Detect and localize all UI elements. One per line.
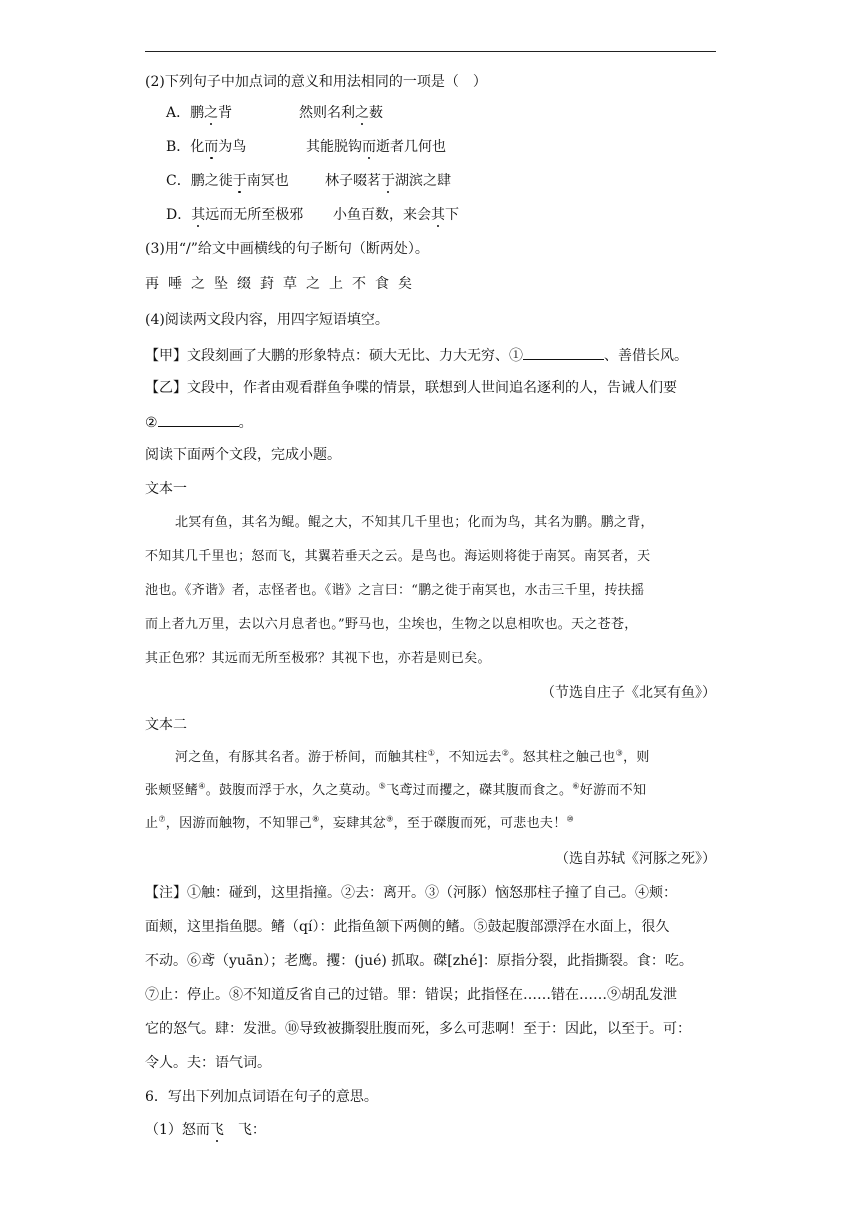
- q4-yi-line: 【乙】文段中，作者由观看群鱼争喋的情景，联想到人世间追名逐利的人，告诫人们要: [145, 380, 677, 396]
- text2-line: 张颊竖鳍④。鼓腹而浮于水，久之莫动。⑤飞鸢过而攫之，磔其腹而食之。⑥好游而不知: [145, 781, 647, 798]
- text1-source: （节选自庄子《北冥有鱼》）: [541, 685, 716, 701]
- text2-title: 文本二: [145, 717, 187, 733]
- q4-jia-line: 【甲】文段刻画了大鹏的形象特点：硕大无比、力大无穷、① 、善借长风。: [145, 345, 688, 365]
- text2-source: （选自苏轼《河豚之死》）: [555, 851, 716, 867]
- text1-line: 北冥有鱼，其名为鲲。鲲之大，不知其几千里也；化而为鸟，其名为鹏。鹏之背，: [175, 515, 654, 530]
- q2-option-a: A．鹏之背: [166, 105, 233, 121]
- q2-option-b-right: 其能脱钩而逝者几何也: [306, 139, 446, 155]
- q2-option-c: C．鹏之徙于南冥也: [166, 173, 289, 189]
- note-line: ⑦止：停止。⑧不知道反省自己的过错。罪：错误；此指怪在……错在……⑨胡乱发泄: [145, 987, 677, 1003]
- q3-stem: (3)用“/”给文中画横线的句子断句（断两处）。: [145, 241, 429, 257]
- note-line: 不动。⑥鸢（yuān）；老鹰。攫：(jué) 抓取。磔[zhé]：原指分裂，此指撕裂。食：吃。: [145, 953, 693, 969]
- header-rule: [145, 51, 716, 52]
- text1-title: 文本一: [145, 481, 187, 497]
- text1-line: 而上者九万里，去以六月息者也。”野马也，尘埃也，生物之以息相吹也。天之苍苍，: [145, 617, 638, 632]
- q4-yi-line-2: ② 。: [145, 412, 253, 432]
- q2-option-a-right: 然则名利之薮: [299, 105, 383, 121]
- q3-sentence: 再唾之坠缀葑草之上不食矣: [145, 276, 421, 292]
- answer-blank-1[interactable]: [523, 345, 604, 360]
- answer-blank-2[interactable]: [158, 412, 239, 427]
- text1-line: 池也。《齐谐》者，志怪者也。《谐》之言曰：“鹏之徙于南冥也，水击三千里，抟扶摇: [145, 583, 645, 598]
- text2-line: 河之鱼，有豚其名者。游于桥间，而触其柱①，不知远去②。怒其柱之触己也③，则: [175, 748, 650, 765]
- q2-stem: (2)下列句子中加点词的意义和用法相同的一项是（ ）: [145, 74, 487, 90]
- q2-option-d-right: 小鱼百数，来会其下: [333, 207, 459, 223]
- note-line: 令人。夫：语气词。: [145, 1055, 271, 1071]
- q2-option-c-right: 林子啜茗于湖滨之肆: [325, 173, 451, 189]
- q2-option-d: D．其远而无所至极邪: [166, 207, 304, 223]
- note-line: 它的怒气。肆：发泄。⑩导致被撕裂肚腹而死，多么可悲啊！至于：因此，以至于。可：: [145, 1021, 691, 1037]
- q6-item-1: （1）怒而飞 飞：: [145, 1122, 266, 1138]
- q2-option-b: B．化而为鸟: [166, 139, 247, 155]
- note-line: 面颊，这里指鱼腮。鳍（qí）：此指鱼颔下两侧的鳍。⑤鼓起腹部漂浮在水面上，很久: [145, 919, 670, 935]
- note-line: 【注】①触：碰到，这里指撞。②去：离开。③（河豚）恼怒那柱子撞了自己。④颊：: [145, 885, 677, 901]
- reading-intro: 阅读下面两个文段，完成小题。: [145, 447, 341, 463]
- text1-line: 不知其几千里也；怒而飞，其翼若垂天之云。是鸟也。海运则将徙于南冥。南冥者，天: [145, 549, 651, 564]
- text2-line: 止⑦，因游而触物，不知罪己⑧，妄肆其忿⑨，至于磔腹而死，可悲也夫！⑩: [145, 814, 574, 831]
- q4-stem: (4)阅读两文段内容，用四字短语填空。: [145, 312, 389, 328]
- q6-stem: 6．写出下列加点词语在句子的意思。: [145, 1089, 378, 1105]
- text1-line: 其正色邪？其远而无所至极邪？其视下也，亦若是则已矣。: [145, 651, 491, 666]
